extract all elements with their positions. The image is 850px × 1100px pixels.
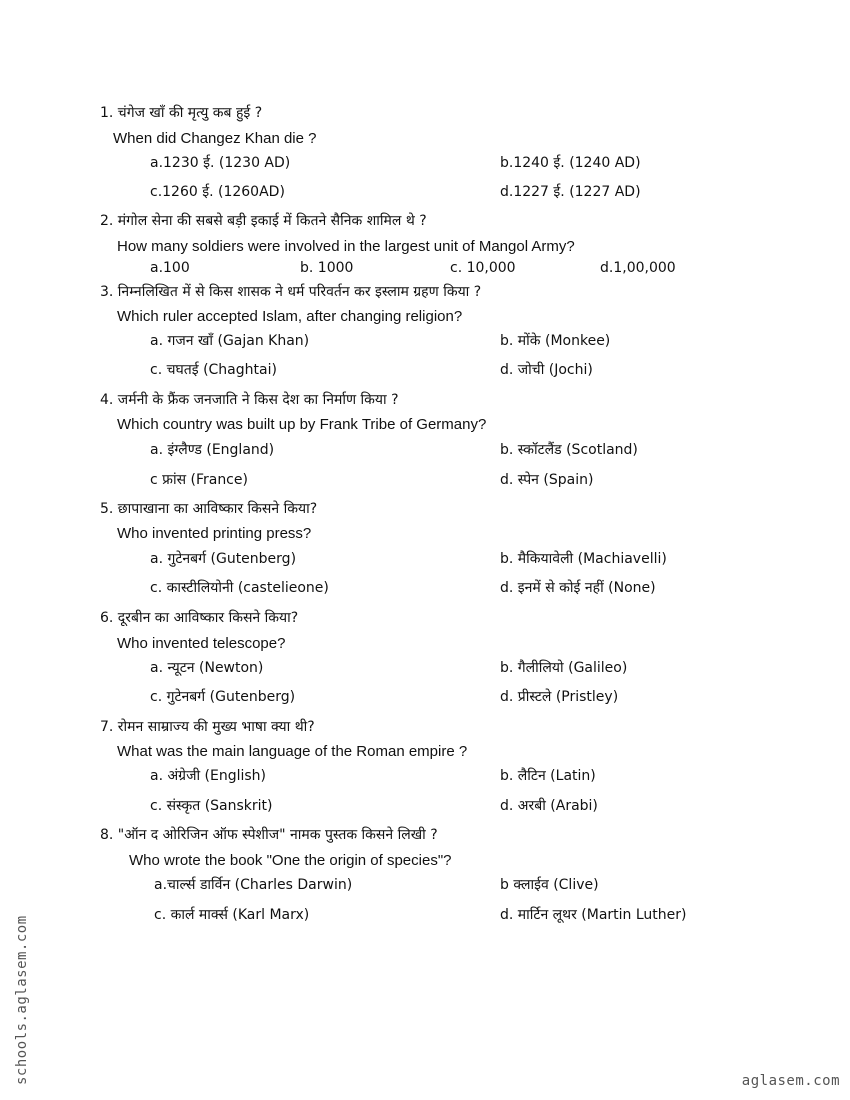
question-english: Who invented telescope? xyxy=(117,635,286,652)
option-a: a.चार्ल्स डार्विन (Charles Darwin) xyxy=(154,877,353,893)
question-english: When did Changez Khan die ? xyxy=(113,130,317,147)
option-a: a. गुटेनबर्ग (Gutenberg) xyxy=(150,551,297,567)
option-d: d. अरबी (Arabi) xyxy=(500,798,598,814)
question-english: Which ruler accepted Islam, after changing religion? xyxy=(117,308,463,325)
question-hindi: 4. जर्मनी के फ्रैंक जनजाति ने किस देश का निर्माण किया ? xyxy=(100,392,399,408)
question-hindi: 5. छापाखाना का आविष्कार किसने किया? xyxy=(100,501,318,517)
question-english: Which country was built up by Frank Tribe of Germany? xyxy=(117,416,487,433)
option-b: b.1240 ई. (1240 AD) xyxy=(500,155,641,171)
question-english: What was the main language of the Roman empire ? xyxy=(117,743,468,760)
option-c: c. संस्कृत (Sanskrit) xyxy=(150,798,273,814)
option-b: b. 1000 xyxy=(300,260,354,276)
option-c: c फ्रांस (France) xyxy=(150,472,248,488)
question-hindi: 3. निम्नलिखित में से किस शासक ने धर्म परिवर्तन कर इस्लाम ग्रहण किया ? xyxy=(100,284,482,300)
option-b: b. गैलीलियो (Galileo) xyxy=(500,660,628,676)
question-english: How many soldiers were involved in the largest unit of Mangol Army? xyxy=(117,238,575,255)
option-c: c. कास्टीलियोनी (castelieone) xyxy=(150,580,329,596)
option-d: d. प्रीस्टले (Pristley) xyxy=(500,689,619,705)
question-english: Who invented printing press? xyxy=(117,525,312,542)
question-hindi: 8. "ऑन द ओरिजिन ऑफ स्पेशीज" नामक पुस्तक किसने लिखी ? xyxy=(100,827,438,843)
option-c: c.1260 ई. (1260AD) xyxy=(150,184,285,200)
watermark-right: aglasem.com xyxy=(741,1073,840,1089)
option-a: a.1230 ई. (1230 AD) xyxy=(150,155,291,171)
question-english: Who wrote the book "One the origin of species"? xyxy=(129,852,452,869)
option-b: b. मैकियावेली (Machiavelli) xyxy=(500,551,667,567)
option-a: a. न्यूटन (Newton) xyxy=(150,660,264,676)
option-d: d. मार्टिन लूथर (Martin Luther) xyxy=(500,907,687,923)
option-c: c. 10,000 xyxy=(450,260,516,276)
option-b: b. लैटिन (Latin) xyxy=(500,768,596,784)
option-c: c. कार्ल मार्क्स (Karl Marx) xyxy=(154,907,310,923)
question-hindi: 2. मंगोल सेना की सबसे बड़ी इकाई में कितने सैनिक शामिल थे ? xyxy=(100,213,427,229)
option-a: a.100 xyxy=(150,260,190,276)
watermark-left: schools.aglasem.com xyxy=(14,915,30,1085)
option-c: c. गुटेनबर्ग (Gutenberg) xyxy=(150,689,296,705)
option-a: a. गजन खाँ (Gajan Khan) xyxy=(150,333,310,349)
option-a: a. अंग्रेजी (English) xyxy=(150,768,267,784)
option-b: b क्लाईव (Clive) xyxy=(500,877,599,893)
option-d: d. इनमें से कोई नहीं (None) xyxy=(500,580,656,596)
option-d: d.1,00,000 xyxy=(600,260,676,276)
option-d: d. स्पेन (Spain) xyxy=(500,472,594,488)
question-hindi: 6. दूरबीन का आविष्कार किसने किया? xyxy=(100,610,299,626)
option-d: d. जोची (Jochi) xyxy=(500,362,593,378)
option-d: d.1227 ई. (1227 AD) xyxy=(500,184,641,200)
option-b: b. स्कॉटलैंड (Scotland) xyxy=(500,442,638,458)
option-c: c. चघतई (Chaghtai) xyxy=(150,362,277,378)
question-hindi: 7. रोमन साम्राज्य की मुख्य भाषा क्या थी? xyxy=(100,719,315,735)
option-a: a. इंग्लैण्ड (England) xyxy=(150,442,275,458)
question-hindi: 1. चंगेज खाँ की मृत्यु कब हुई ? xyxy=(100,105,263,121)
option-b: b. मोंके (Monkee) xyxy=(500,333,611,349)
